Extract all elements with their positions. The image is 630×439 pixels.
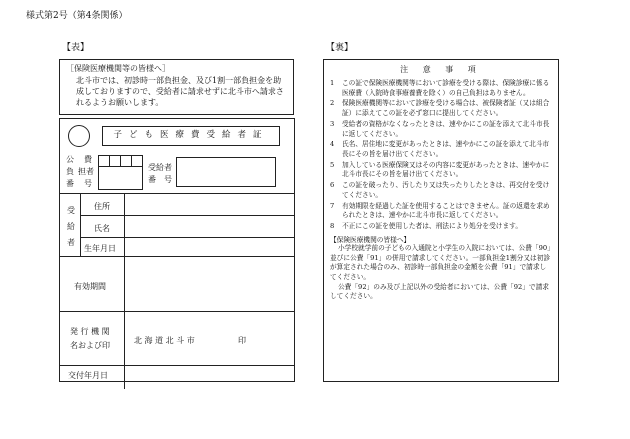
validity-label: 有効期間 xyxy=(74,282,106,291)
insurer-char-1: 公 xyxy=(66,155,74,164)
issuer-value: 北 海 道 北 斗 市 xyxy=(134,336,195,345)
notice-body: 北斗市では、初診時一部負担金、及び1割一部負担金を助成しておりますので、受給者に請求せずに北斗市へ請求されるようお願いします。 xyxy=(76,76,284,107)
certificate-card xyxy=(59,118,295,382)
issue-date-label: 交付年月日 xyxy=(68,371,108,380)
insurer-char-2: 負 xyxy=(66,167,74,176)
note-item: 1 この証で保険医療機関等において診療を受ける際は、保険診療に係る医療費（入院時食事療養費を除く）の自己負担はありません。 xyxy=(330,79,550,97)
insurer-char-5: 担者 xyxy=(78,167,94,176)
insurer-char-6: 号 xyxy=(84,179,92,188)
seal-label: 印 xyxy=(238,336,246,345)
back-notes xyxy=(323,59,559,382)
insurer-char-3: 番 xyxy=(66,179,74,188)
recipient-box xyxy=(176,157,276,187)
insurer-char-4: 費 xyxy=(84,155,92,164)
notice-box xyxy=(59,59,294,115)
insurer-box-5 xyxy=(98,166,143,190)
medical-institution-subhead: 【保険医療機関の皆様へ】 xyxy=(330,235,411,244)
note-item: 4 氏名、居住地に変更があったときは、速やかにこの証を添えて北斗市長にその旨を届け出てください。 xyxy=(330,140,550,159)
note-item: 2 保険医療機関等において診療を受ける場合は、被保険者証（又は組合証）に添えてこの証を必ず窓口に提出してください。 xyxy=(330,99,550,118)
name-label: 氏名 xyxy=(94,224,110,233)
note-item: 5 加入している医療保険又はその内容に変更があったときは、速やかに北斗市長にその旨を届け出てください。 xyxy=(330,160,550,179)
form-number: 様式第2号（第4条関係） xyxy=(26,11,128,21)
recipient-label-1: 受給者 xyxy=(148,163,172,172)
issuer-label-2: 名および印 xyxy=(70,341,110,350)
card-title: 子ども医療費受給者証 xyxy=(102,126,280,146)
note-item: 7 有効期限を経過した証を使用することはできません。証の返還を求められたときは、速やかに北斗市長に返してください。 xyxy=(330,201,550,220)
note-item: 8 不正にこの証を使用した者は、刑法により処分を受けます。 xyxy=(330,222,523,231)
notice-title: ［保険医療機関等の皆様へ］ xyxy=(66,64,170,73)
back-label: 【裏】 xyxy=(326,43,354,53)
birth-label: 生年月日 xyxy=(84,244,116,253)
note-item: 6 この証を破ったり、汚したり又は失ったりしたときは、再交付を受けてください。 xyxy=(330,181,550,199)
billing-paragraph-1: 小学校就学前の子どもの入通院と小学生の入院においては、公費「90」並びに公費「91」の併用で請求してください。一部負担金1割分又は初診が算定された場合のみ、初診時一部負担金の金額を公費「91」で請求してください。 xyxy=(330,243,551,281)
issuer-label-1: 発 行 機 関 xyxy=(70,327,110,336)
billing-paragraph-2: 公費「92」のみ及び上記以外の受給者においては、公費「92」で請求してください。 xyxy=(330,282,549,301)
recipient-label-2: 番 号 xyxy=(148,175,172,184)
address-label: 住所 xyxy=(94,202,110,211)
recipient-vertical-label: 受給者 xyxy=(67,206,75,247)
photo-circle xyxy=(68,125,90,147)
front-label: 【表】 xyxy=(62,43,90,53)
note-item: 3 受給者の資格がなくなったときは、速やかにこの証を添えて北斗市長に返してください。 xyxy=(330,119,550,138)
back-heading: 注 意 事 項 xyxy=(400,65,482,74)
